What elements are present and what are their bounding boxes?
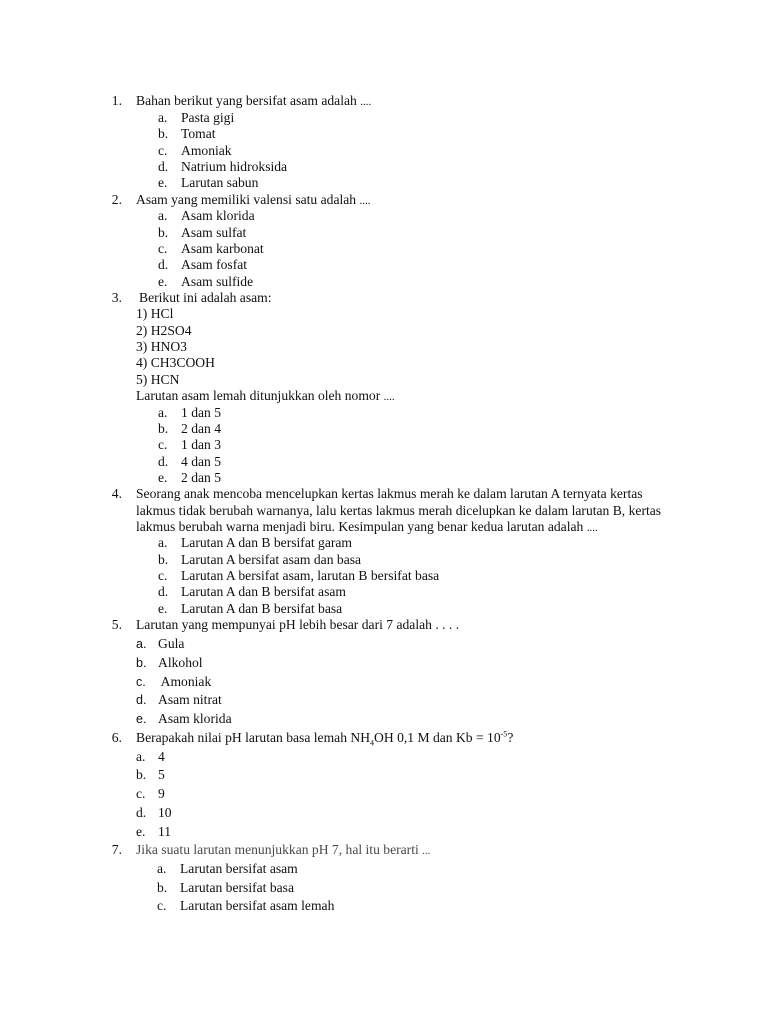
option-text: 4 dan 5 bbox=[181, 454, 222, 469]
question-text: Jika suatu larutan menunjukkan pH 7, hal itu berarti ... bbox=[136, 842, 431, 857]
option-letter: d. bbox=[158, 454, 169, 469]
option-text: 1 dan 3 bbox=[181, 437, 222, 452]
question-text-line: lakmus tidak berubah warnanya, lalu kertas lakmus merah dicelupkan ke dalam larutan B, kertas bbox=[136, 503, 662, 518]
option-text: 10 bbox=[158, 805, 172, 820]
option-text: 1 dan 5 bbox=[181, 405, 222, 420]
option-text: Alkohol bbox=[158, 655, 203, 670]
question-number: 3. bbox=[111, 290, 122, 305]
option-text: Amoniak bbox=[158, 674, 212, 689]
option-letter: c. bbox=[158, 568, 168, 583]
option-letter: a. bbox=[136, 749, 146, 764]
question-number: 6. bbox=[111, 730, 122, 745]
option-letter: d. bbox=[136, 805, 147, 820]
option-letter: c. bbox=[158, 437, 168, 452]
option-letter: d. bbox=[158, 584, 169, 599]
question-number: 4. bbox=[111, 486, 122, 501]
question-number: 7. bbox=[111, 842, 122, 857]
question-text: Asam yang memiliki valensi satu adalah .... bbox=[136, 192, 371, 207]
question-text-line: lakmus berubah warna menjadi biru. Kesimpulan yang benar kedua larutan adalah .... bbox=[136, 519, 598, 534]
question-number: 5. bbox=[111, 617, 122, 632]
option-text: Larutan bersifat basa bbox=[180, 880, 294, 895]
question-number: 1. bbox=[111, 93, 122, 108]
option-text: Larutan A dan B bersifat asam bbox=[181, 584, 346, 599]
option-letter: d. bbox=[158, 159, 169, 174]
acid-item: 5) HCN bbox=[136, 372, 180, 387]
option-text: Asam sulfide bbox=[181, 274, 254, 289]
option-letter: b. bbox=[136, 767, 147, 782]
acid-item: 3) HNO3 bbox=[136, 339, 187, 354]
option-text: 9 bbox=[158, 786, 165, 801]
option-text: Asam klorida bbox=[158, 711, 232, 726]
option-text: Asam klorida bbox=[181, 208, 255, 223]
option-letter: b. bbox=[136, 656, 147, 670]
question-text-line: Seorang anak mencoba mencelupkan kertas lakmus merah ke dalam larutan A ternyata kertas bbox=[136, 486, 643, 501]
question-text: Berapakah nilai pH larutan basa lemah $NH_4OH$ 0,1 M dan $Kb = 10^{-5}$? bbox=[136, 729, 514, 748]
option-letter: e. bbox=[158, 601, 168, 616]
option-letter: b. bbox=[157, 880, 168, 895]
option-text: 5 bbox=[158, 767, 165, 782]
option-text: Larutan A bersifat asam dan basa bbox=[181, 552, 362, 567]
option-text: Amoniak bbox=[181, 143, 232, 158]
option-text: Natrium hidroksida bbox=[181, 159, 288, 174]
option-text: Gula bbox=[158, 636, 185, 651]
option-letter: c. bbox=[136, 786, 146, 801]
option-text: Asam fosfat bbox=[181, 257, 248, 272]
option-letter: c. bbox=[136, 675, 146, 689]
option-text: Larutan A dan B bersifat garam bbox=[181, 535, 352, 550]
option-letter: b. bbox=[158, 552, 169, 567]
option-text: Larutan A dan B bersifat basa bbox=[181, 601, 343, 616]
acid-item: 1) HCl bbox=[136, 306, 174, 321]
option-text: Asam nitrat bbox=[158, 692, 222, 707]
option-letter: d. bbox=[136, 693, 147, 707]
option-text: 4 bbox=[158, 749, 165, 764]
acid-item: 4) CH3COOH bbox=[136, 355, 215, 370]
question-number: 2. bbox=[111, 192, 122, 207]
question-text: Larutan yang mempunyai pH lebih besar dari 7 adalah . . . . bbox=[136, 617, 460, 632]
option-text: Tomat bbox=[181, 126, 216, 141]
option-letter: c. bbox=[158, 241, 168, 256]
option-letter: a. bbox=[157, 861, 167, 876]
option-text: Asam karbonat bbox=[181, 241, 264, 256]
option-letter: a. bbox=[158, 110, 168, 125]
option-text: 2 dan 4 bbox=[181, 421, 222, 436]
option-text: 11 bbox=[158, 824, 172, 839]
acid-item: 2) H2SO4 bbox=[136, 323, 192, 338]
option-letter: a. bbox=[136, 637, 147, 651]
option-letter: e. bbox=[158, 274, 168, 289]
question-prompt: Larutan asam lemah ditunjukkan oleh nomor .... bbox=[136, 388, 395, 403]
option-text: 2 dan 5 bbox=[181, 470, 222, 485]
option-text: Asam sulfat bbox=[181, 225, 247, 240]
option-letter: b. bbox=[158, 126, 169, 141]
option-letter: e. bbox=[158, 470, 168, 485]
option-letter: e. bbox=[158, 175, 168, 190]
question-text: Berikut ini adalah asam: bbox=[139, 290, 272, 305]
option-text: Larutan A bersifat asam, larutan B bersifat basa bbox=[181, 568, 440, 583]
option-text: Larutan bersifat asam bbox=[180, 861, 298, 876]
option-letter: a. bbox=[158, 535, 168, 550]
option-text: Pasta gigi bbox=[181, 110, 235, 125]
option-letter: c. bbox=[158, 143, 168, 158]
option-letter: e. bbox=[136, 824, 146, 839]
option-letter: a. bbox=[158, 208, 168, 223]
option-letter: d. bbox=[158, 257, 169, 272]
option-letter: a. bbox=[158, 405, 168, 420]
option-text: Larutan bersifat asam lemah bbox=[180, 898, 335, 913]
option-letter: e. bbox=[136, 712, 147, 726]
option-text: Larutan sabun bbox=[181, 175, 259, 190]
option-letter: b. bbox=[158, 421, 169, 436]
question-text: Bahan berikut yang bersifat asam adalah .... bbox=[136, 93, 372, 108]
option-letter: c. bbox=[157, 898, 167, 913]
option-letter: b. bbox=[158, 225, 169, 240]
